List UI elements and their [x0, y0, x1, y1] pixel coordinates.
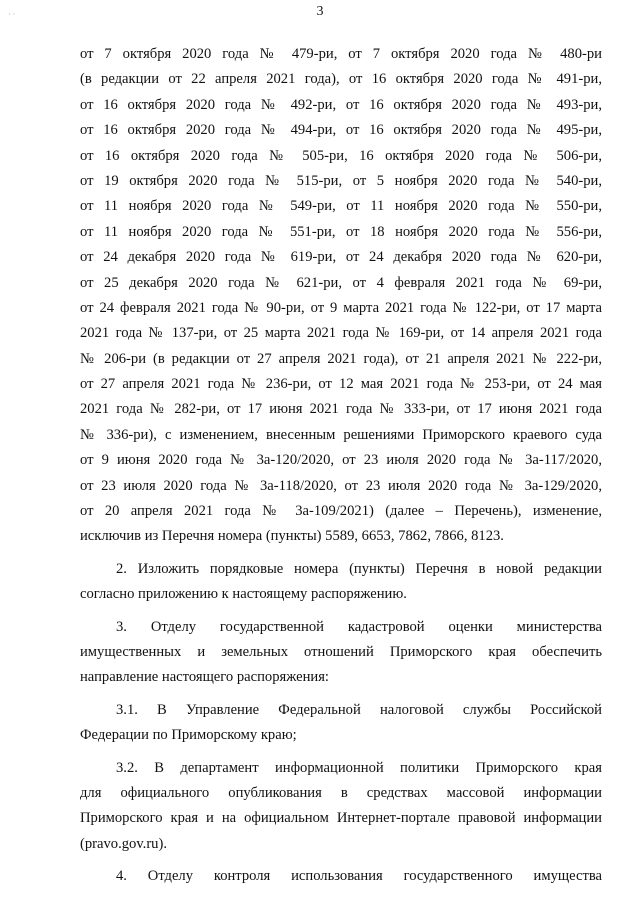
paragraph-1 — [80, 42, 602, 550]
text-line: от 9 июня 2020 года № 3а-120/2020, от 23 июля 2020 года № 3а-117/2020, — [80, 452, 602, 469]
paragraph-3-2 — [80, 756, 602, 858]
text-line: (в редакции от 22 апреля 2021 года), от 16 октября 2020 года № 491-ри, — [80, 71, 602, 88]
document-body — [80, 42, 602, 890]
text-line: от 16 октября 2020 года № 492-ри, от 16 октября 2020 года № 493-ри, — [80, 96, 602, 113]
text-line: от 19 октября 2020 года № 515-ри, от 5 ноября 2020 года № 540-ри, — [80, 172, 602, 189]
text-line: 3. Отделу государственной кадастровой оценки министерства — [116, 618, 602, 635]
text-line: от 16 октября 2020 года № 505-ри, 16 октября 2020 года № 506-ри, — [80, 147, 602, 164]
paragraph-gap — [80, 857, 602, 864]
paragraph-gap — [80, 749, 602, 756]
text-line: имущественных и земельных отношений Приморского края обеспечить — [80, 643, 602, 660]
text-line: от 16 октября 2020 года № 494-ри, от 16 октября 2020 года № 495-ри, — [80, 122, 602, 139]
text-line: от 27 апреля 2021 года № 236-ри, от 12 мая 2021 года № 253-ри, от 24 мая — [80, 376, 602, 393]
text-line: 2. Изложить порядковые номера (пункты) Перечня в новой редакции — [116, 560, 602, 577]
page-number: 3 — [316, 4, 324, 19]
paragraph-2 — [80, 557, 602, 608]
text-line: от 7 октября 2020 года № 479-ри, от 7 октября 2020 года № 480-ри — [80, 46, 602, 62]
text-line: (pravo.gov.ru). — [80, 835, 167, 852]
scan-corner-mark: · · — [8, 10, 16, 19]
text-line: от 25 декабря 2020 года № 621-ри, от 4 февраля 2021 года № 69-ри, — [80, 274, 602, 291]
text-line: для официального опубликования в средствах массовой информации — [80, 784, 602, 801]
text-line: направление настоящего распоряжения: — [80, 669, 329, 686]
text-line: 4. Отделу контроля использования государственного имущества — [116, 868, 602, 885]
text-line: № 336-ри), с изменением, внесенным решениями Приморского краевого суда — [80, 426, 602, 443]
text-line: согласно приложению к настоящему распоряжению. — [80, 586, 407, 603]
text-line: от 20 апреля 2021 года № 3а-109/2021) (далее – Перечень), изменение, — [80, 503, 602, 520]
text-line: Федерации по Приморскому краю; — [80, 727, 297, 744]
text-line: № 206-ри (в редакции от 27 апреля 2021 года), от 21 апреля 2021 № 222-ри, — [80, 350, 602, 367]
text-line: от 11 ноября 2020 года № 551-ри, от 18 ноября 2020 года № 556-ри, — [80, 223, 602, 240]
paragraph-gap — [80, 608, 602, 615]
paragraph-3 — [80, 615, 602, 691]
paragraph-3-1 — [80, 698, 602, 749]
text-line: исключив из Перечня номера (пункты) 5589, 6653, 7862, 7866, 8123. — [80, 528, 504, 545]
paragraph-4 — [80, 864, 602, 889]
text-line: Приморского края и на официальном Интернет-портале правовой информации — [80, 810, 602, 827]
text-line: 3.1. В Управление Федеральной налоговой службы Российской — [116, 701, 602, 718]
paragraph-gap — [80, 550, 602, 557]
text-line: 2021 года № 137-ри, от 25 марта 2021 года № 169-ри, от 14 апреля 2021 года — [80, 325, 602, 342]
text-line: от 11 ноября 2020 года № 549-ри, от 11 ноября 2020 года № 550-ри, — [80, 198, 602, 215]
text-line: от 23 июля 2020 года № 3а-118/2020, от 23 июля 2020 года № 3а-129/2020, — [80, 477, 602, 494]
paragraph-gap — [80, 691, 602, 698]
text-line: 2021 года № 282-ри, от 17 июня 2021 года № 333-ри, от 17 июня 2021 года — [80, 401, 602, 418]
text-line: от 24 декабря 2020 года № 619-ри, от 24 декабря 2020 года № 620-ри, — [80, 249, 602, 266]
text-line: 3.2. В департамент информационной политики Приморского края — [116, 759, 602, 776]
text-line: от 24 февраля 2021 года № 90-ри, от 9 марта 2021 года № 122-ри, от 17 марта — [80, 299, 602, 316]
